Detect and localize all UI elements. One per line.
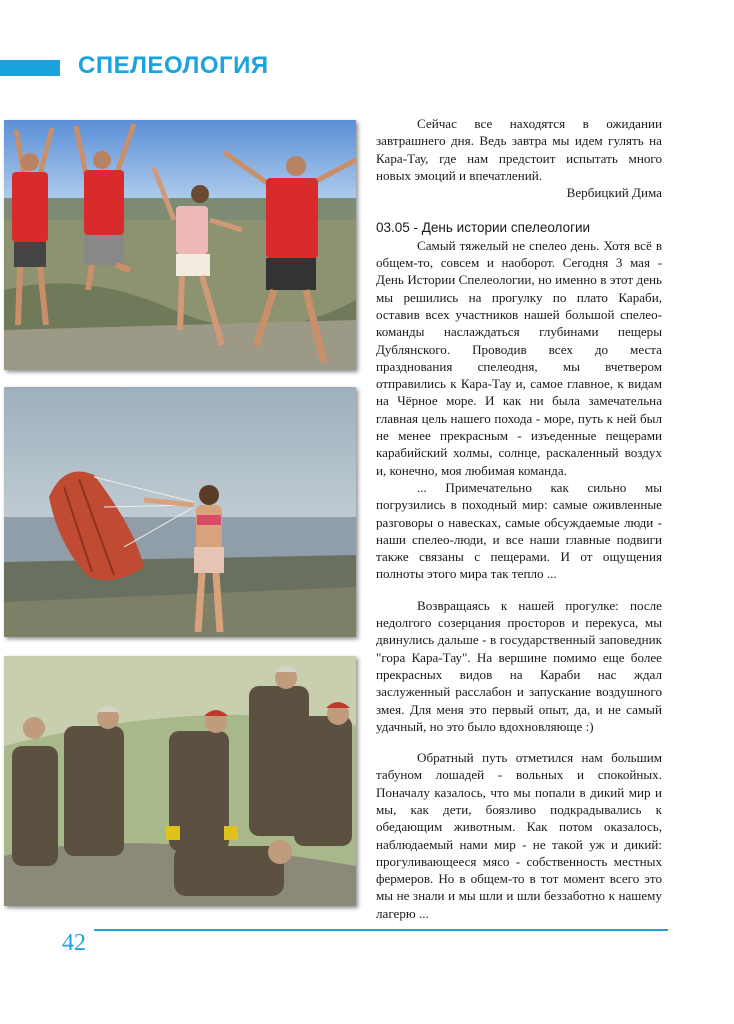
page-number: 42 (62, 930, 86, 956)
author-signature: Вербицкий Дима (566, 185, 662, 201)
article-body (376, 115, 662, 922)
header-accent-bar (0, 60, 60, 76)
section-title: СПЕЛЕОЛОГИЯ (78, 52, 269, 79)
article-subheading: 03.05 - День истории спелеологии (376, 220, 591, 236)
intro-paragraph: Сейчас все находятся в ожидании завтрашнего дня. Ведь завтра мы идем гулять на Кара-Тау, где нам предстоит испытать много новых эмоций и впечатлений. (376, 116, 662, 183)
photo-kite (4, 387, 356, 637)
body-paragraph: Самый тяжелый не спелео день. Хотя всё в общем-то, совсем и наоборот. Сегодня 3 мая - День Истории Спелеологии, но именно в этот день мы решились на прогулку по плато Караби, оставив всех участников нашей большой спелео-команды наслаждаться глубинами пещеры Дублянского. Проводив всех до места празднования спелеодня, мы вчетвером отправились к Кара-Тау и, самое главное, к видам на Чёрное море. И как ни была замечательна главная цель нашего похода - море, путь к ней был не менее прекрасным - изъеденные пещерами карабийский холмы, солнце, раскаленный воздух и, конечно, моя любимая команда. (376, 237, 662, 478)
body-paragraph: Возвращаясь к нашей прогулке: после недолгого созерцания просторов и перекуса, мы двинулись дальше - в государственный заповедник "гора Кара-Тау". На вершине помимо еще более прекрасных видов на Караби нас ждал заслуженный расслабон и запускание воздушного змея. Для меня это первый опыт, да, и не самый удачный, но это было вдохновляюще :) (376, 597, 662, 734)
photo-jumping-group (4, 120, 356, 370)
body-paragraph: ... Примечательно как сильно мы погрузились в походный мир: самые оживленные разговоры о навесках, самые обсуждаемые люди - наши спелео-люди, и все наши главные подвиги также связаны с пещерами. И от ощущения полноты этого мира так тепло ... (376, 479, 662, 582)
footer-rule (94, 929, 668, 931)
body-paragraph: Обратный путь отметился нам большим табуном лошадей - вольных и спокойных. Поначалу казалось, что мы попали в дикий мир и мы, как дети, боязливо подкрадывались к обедающим животным. Как потом оказалось, наблюдаемый нами мир - не такой уж и дикий: прогуливающееся мясо - собственность местных фермеров. Но в общем-то в тот момент всего это мы не знали и мы шли и шли беззаботно к нашему лагерю ... (376, 750, 662, 921)
photo-cavers-group (4, 656, 356, 906)
